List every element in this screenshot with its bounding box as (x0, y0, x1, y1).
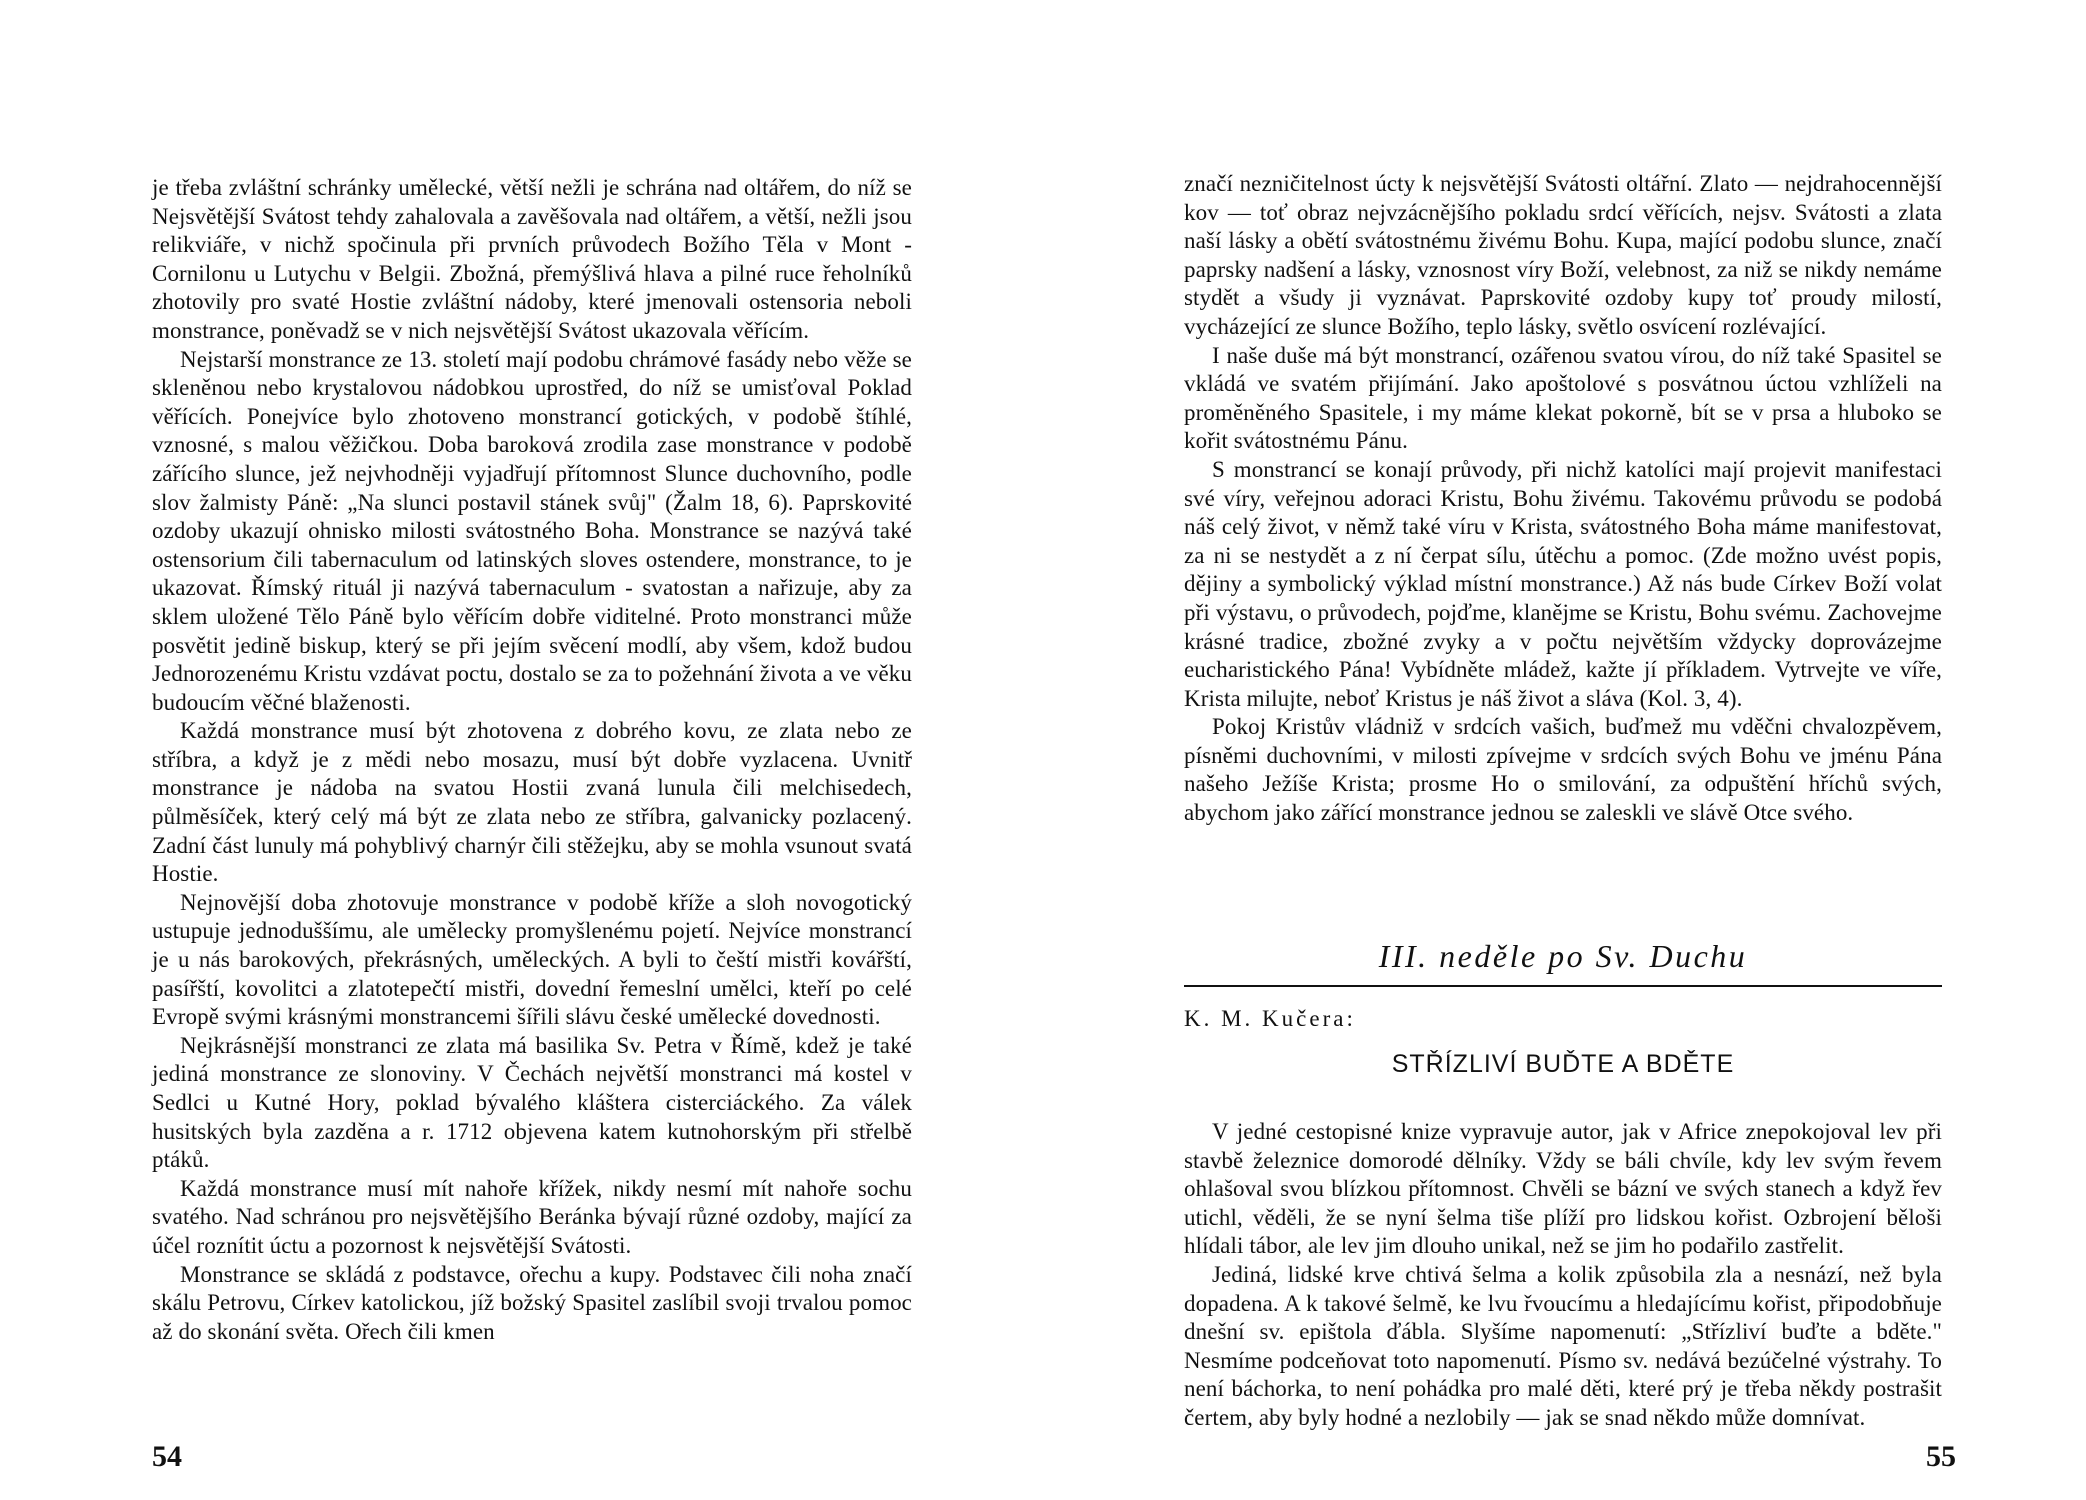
right-page-body (1184, 170, 1942, 828)
paragraph: Jediná, lidské krve chtivá šelma a kolik způsobila zla a nesnází, než byla dopadena. A k takové šelmě, ke lvu řvoucímu a hledajícímu kořist, připodobňuje dnešní sv. epištola ďábla. Slyšíme napomenutí: „Střízliví buďte a bděte." Nesmíme podceňovat toto napomenutí. Písmo sv. nedává bezúčelné výstrahy. To není báchorka, to není pohádka pro malé děti, které prý je třeba někdy postrašit čertem, aby byly hodné a nezlobily — jak se snad někdo může domnívat. (1184, 1261, 1942, 1430)
left-page-body (152, 174, 912, 1346)
paragraph: Monstrance se skládá z podstavce, ořechu a kupy. Podstavec čili noha značí skálu Petrovu, Církev katolickou, jíž božský Spasitel zaslíbil svoji trvalou pomoc až do skonání světa. Ořech čili kmen (152, 1261, 912, 1344)
paragraph: Nejkrásnější monstranci ze zlata má basilika Sv. Petra v Římě, kdež je také jediná monstrance ze slonoviny. V Čechách největší monstranci má kostel v Sedlci u Kutné Hory, poklad bývalého kláštera cisterciáckého. Za válek husitských byla zazděna a r. 1712 objevena katem kutnohorským při střelbě ptáků. (152, 1032, 912, 1173)
paragraph: Každá monstrance musí mít nahoře křížek, nikdy nesmí mít nahoře sochu svatého. Nad schránou pro nejsvětějšího Beránka bývají různé ozdoby, mající za účel roznítit úctu a pozornost k nejsvětější Svátosti. (152, 1175, 912, 1258)
section-divider (1184, 985, 1942, 987)
paragraph: V jedné cestopisné knize vypravuje autor, jak v Africe znepokojoval lev při stavbě železnice domorodé dělníky. Vždy se báli chvíle, kdy lev svým řevem ohlašoval svou blízkou přítomnost. Chvěli se bázní ve svých stanech a když řev utichl, věděli, že se nyní šelma tiše plíží pro lidskou kořist. Ozbrojení běloši hlídali tábor, ale lev jim dlouho unikal, než se jim ho podařilo zastřelit. (1184, 1119, 1942, 1259)
paragraph: Pokoj Kristův vládniž v srdcích vašich, buďmež mu vděčni chvalozpěvem, písněmi duchovními, v milosti zpívejme v srdcích svých Bohu ve jménu Pána našeho Ježíše Krista; prosme Ho o smilování, za odpuštění hříchů svých, abychom jako zářící monstrance jednou se zaleskli ve slávě Otce svého. (1184, 714, 1942, 826)
article-author: K. M. Kučera: (1184, 1006, 1356, 1031)
paragraph: značí nezničitelnost úcty k nejsvětější Svátosti oltářní. Zlato — nejdrahocennější kov — toť obraz nejvzácnějšího pokladu srdcí věřících, nejsv. Svátosti a zlata naší lásky a obětí svátostnému živému Bohu. Kupa, mající podobu slunce, značí paprsky nadšení a lásky, vznosnost víry Boží, velebnost, za niž se nikdy nemáme stydět a všudy ji vyznávat. Paprskovité ozdoby kupy toť proudy milostí, vycházející ze slunce Božího, teplo lásky, světlo osvícení rozlévající. (1184, 171, 1942, 339)
paragraph: Nejnovější doba zhotovuje monstrance v podobě kříže a sloh novogotický ustupuje jednoduššímu, ale umělecky promyšlenému pojetí. Nejvíce monstrancí je u nás barokových, překrásných, uměleckých. A byli to čeští mistři kovářští, pasířští, kovolitci a zlatotepečtí mistři, dovední řemeslní umělci, kteří po celé Evropě svými krásnými monstrancemi šířili slávu české umělecké dovednosti. (152, 889, 912, 1030)
paragraph: S monstrancí se konají průvody, při nichž katolíci mají projevit manifestaci své víry, veřejnou adoraci Kristu, Bohu živému. Takovému průvodu se podobá náš celý život, v němž také víru v Krista, svátostného Boha máme manifestovat, za ni se nestydět a z ní čerpat sílu, útěchu a pomoc. (Zde možno uvést popis, dějiny a symbolický výklad místní monstrance.) Až nás bude Církev Boží volat při výstavu, o průvodech, pojďme, klanějme se Kristu, Bohu svému. Zachovejme krásné tradice, zbožné zvyky a v počtu největším vždycky doprovázejme eucharistického Pána! Vybídněte mládež, kažte jí příkladem. Vytrvejte ve víře, Krista milujte, neboť Kristus je náš život a sláva (Kol. 3, 4). (1184, 456, 1942, 711)
paragraph: je třeba zvláštní schránky umělecké, větší nežli je schrána nad oltářem, do níž se Nejsvětější Svátost tehdy zahalovala a zavěšovala nad oltářem, a větší, nežli jsou relikviáře, v nichž spočinula při prvních průvodech Božího Těla v Mont - Cornilonu u Lutychu v Belgii. Zbožná, přemýšlivá hlava a pilné ruce řeholníků zhotovily pro svaté Hostie zvláštní nádoby, které jmenovali ostensoria neboli monstrance, poněvadž se v nich nejsvětější Svátost ukazovala věřícím. (152, 175, 912, 343)
article-body (1184, 1118, 1942, 1433)
article-title: STŘÍZLIVÍ BUĎTE A BDĚTE (1391, 1050, 1735, 1078)
page-number-right: 55 (1926, 1440, 1956, 1473)
paragraph: Každá monstrance musí být zhotovena z dobrého kovu, ze zlata nebo ze stříbra, a když je z mědi nebo mosazu, musí být dobře vyzlacena. Uvnitř monstrance je nádoba na svatou Hostii zvaná lunula čili melchisedech, půlměsíček, který celý má být ze zlata nebo ze stříbra, galvanicky pozlacený. Zadní část lunuly má pohyblivý charnýr čili stěžejku, aby se mohla vsunout svatá Hostie. (152, 718, 912, 887)
paragraph: I naše duše má být monstrancí, ozářenou svatou vírou, do níž také Spasitel se vkládá ve svatém přijímání. Jako apoštolové s posvátnou úctou vzhlíželi na proměněného Spasitele, i my máme klekat pokorně, bít se v prsa a hluboko se kořit svátostnému Pánu. (1184, 342, 1942, 454)
page-number-left: 54 (152, 1440, 182, 1473)
paragraph: Nejstarší monstrance ze 13. století mají podobu chrámové fasády nebo věže se skleněnou nebo krystalovou nádobkou uprostřed, do níž se umisťoval Poklad věřících. Ponejvíce bylo zhotoveno monstrancí gotických, v podobě štíhlé, vznosné, s malou věžičkou. Doba baroková zrodila zase monstrance v podobě zářícího slunce, jež nejvhodněji vyjadřují přítomnost Slunce duchovního, podle slov žalmisty Páně: „Na slunci postavil stánek svůj" (Žalm 18, 6). Paprskovité ozdoby ukazují ohnisko milosti svátostného Boha. Monstrance se nazývá také ostensorium čili tabernaculum od latinských sloves ostendere, monstrance, to je ukazovat. Římský rituál ji nazývá tabernaculum - svatostan a nařizuje, aby za sklem uložené Tělo Páně bylo věřícím dobře viditelné. Proto monstranci může posvětit jedině biskup, který se při jejím svěcení modlí, aby všem, kdož budou Jednorozenému Kristu vzdávat poctu, dostalo se za to požehnání života a ve věku budoucím věčné blaženosti. (152, 346, 912, 715)
right-page (1043, 0, 2086, 1500)
section-heading: III. neděle po Sv. Duchu (1378, 938, 1748, 974)
